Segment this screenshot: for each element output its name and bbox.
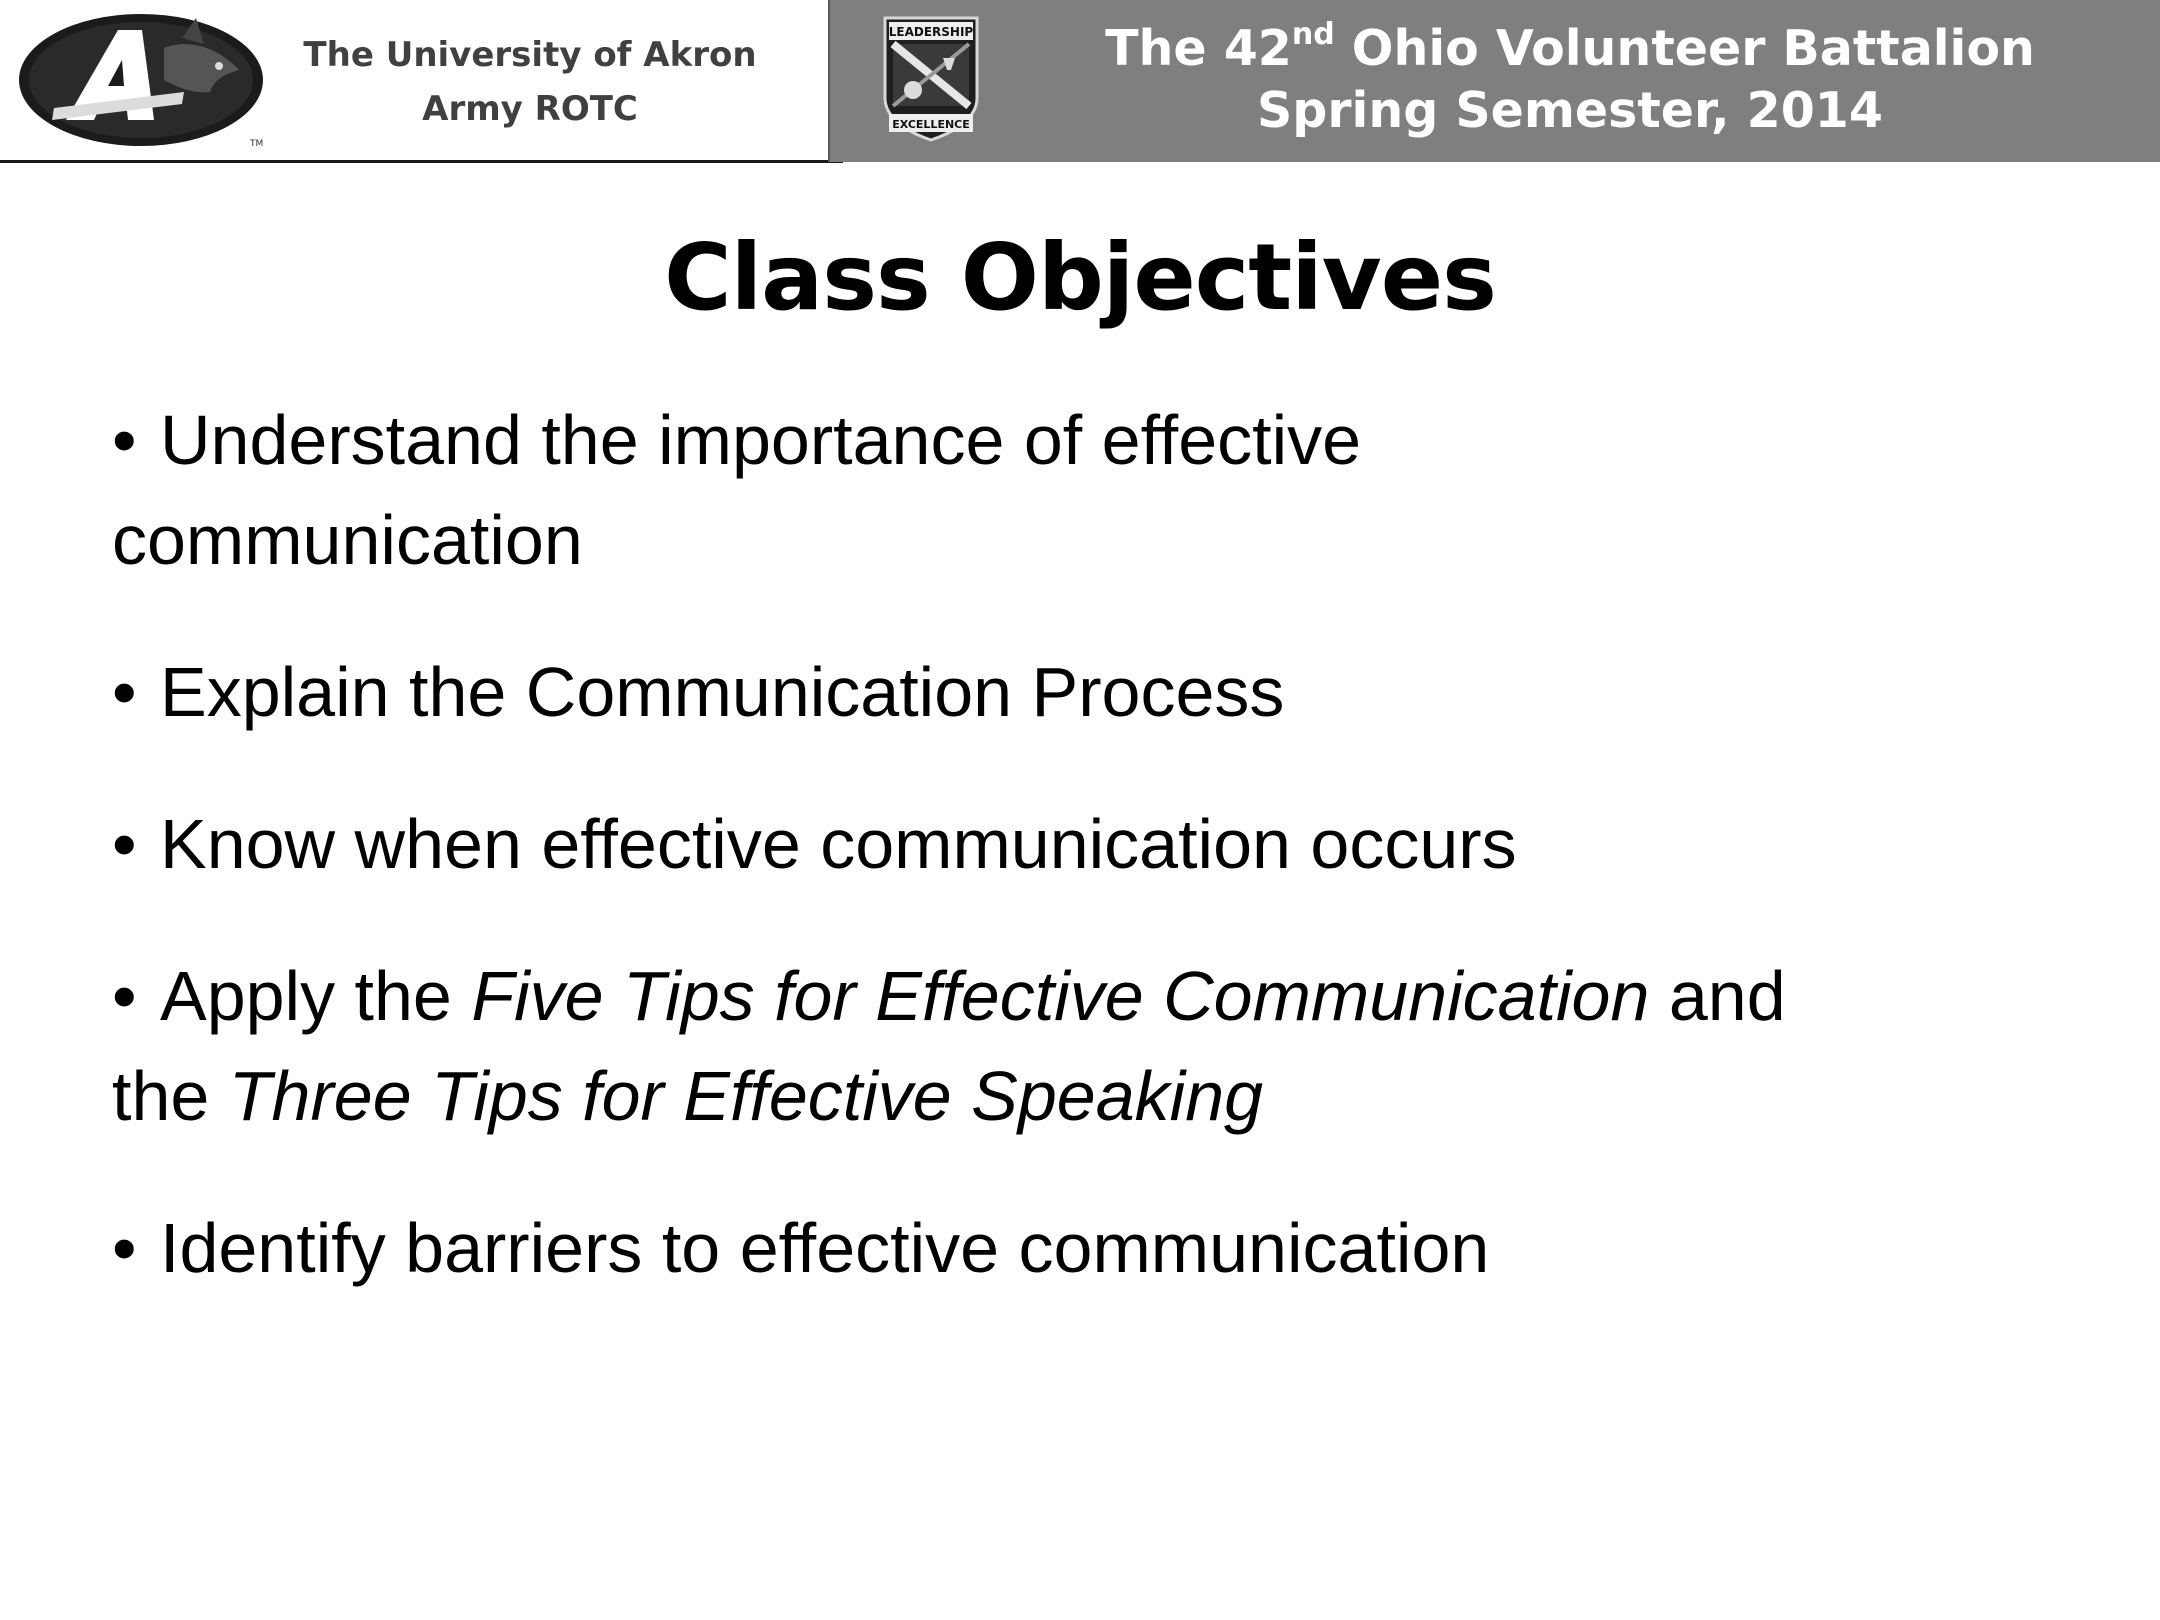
semester-label: Spring Semester, 2014 <box>1257 82 1883 139</box>
objective-text-middle: and <box>1649 957 1786 1035</box>
rotc-crest-top-text: LEADERSHIP <box>888 25 974 39</box>
bullet-glyph: • <box>112 653 137 731</box>
bullet-glyph: • <box>112 1209 137 1287</box>
university-line-1: The University of Akron <box>303 35 757 75</box>
university-line-2: Army ROTC <box>422 89 638 129</box>
slide-header <box>0 0 2160 162</box>
objective-text: Explain the Communication Process <box>160 653 1285 731</box>
slide-title: Class Objectives <box>664 224 1496 331</box>
bullet-glyph: • <box>112 401 137 479</box>
objective-item <box>112 642 2072 742</box>
akron-zips-logo-icon <box>14 8 274 154</box>
battalion-superscript: nd <box>1291 16 1335 52</box>
objective-item <box>112 794 2072 894</box>
objective-text: Know when effective communication occurs <box>160 805 1517 883</box>
header-left-panel <box>0 0 828 160</box>
header-divider <box>0 160 843 163</box>
objective-italic-title: Three Tips for Effective Speaking <box>228 1057 1264 1135</box>
rotc-crest-bottom-text: EXCELLENCE <box>892 118 970 131</box>
objective-item <box>112 1198 2072 1298</box>
akron-trademark: TM <box>250 139 264 149</box>
objective-item <box>112 946 2072 1146</box>
objective-italic-title: Five Tips for Effective Communication <box>471 957 1650 1035</box>
objective-text-prefix: the <box>112 1057 229 1135</box>
objective-text-continued: communication <box>112 501 583 579</box>
battalion-prefix: The 42 <box>1105 20 1292 77</box>
battalion-suffix: Ohio Volunteer Battalion <box>1334 20 2035 77</box>
objective-text-prefix: Apply the <box>160 957 472 1035</box>
objective-text: Identify barriers to effective communication <box>160 1209 1490 1287</box>
bullet-glyph: • <box>112 957 137 1035</box>
battalion-heading <box>1030 18 2110 142</box>
objective-text: Understand the importance of effective <box>160 401 1362 479</box>
university-name <box>270 28 790 136</box>
rotc-leadership-excellence-crest-icon <box>879 14 983 142</box>
objectives-list <box>112 390 2072 1350</box>
battalion-name <box>1030 18 2110 80</box>
bullet-glyph: • <box>112 805 137 883</box>
objective-item <box>112 390 2072 590</box>
